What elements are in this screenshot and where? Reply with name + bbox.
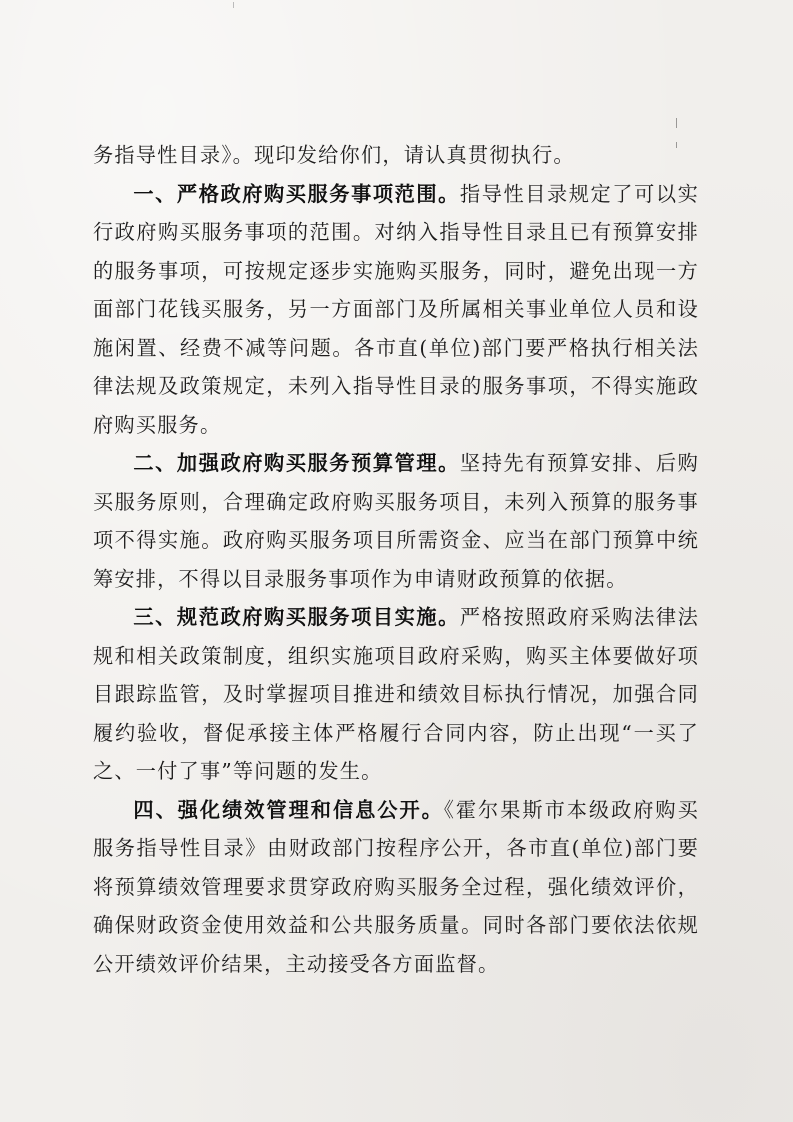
scan-artifact-mark xyxy=(676,118,677,128)
scan-artifact-mark xyxy=(233,2,234,8)
section-4-paragraph xyxy=(93,791,699,984)
section-4-body: 《霍尔果斯市本级政府购买服务指导性目录》由财政部门按程序公开，各市直(单位)部门要将预算绩效管理要求贯穿政府购买服务全过程，强化绩效评价，确保财政资金使用效益和公共服务质量。同时各部门要依法依规公开绩效评价结果，主动接受各方面监督。 xyxy=(93,797,699,976)
document-body xyxy=(93,136,699,983)
section-2-body: 坚持先有预算安排、后购买服务原则，合理确定政府购买服务项目，未列入预算的服务事项不得实施。政府购买服务项目所需资金、应当在部门预算中统筹安排，不得以目录服务事项作为申请财政预算的依据。 xyxy=(93,451,699,591)
section-1-heading: 一、严格政府购买服务事项范围。 xyxy=(133,181,460,206)
section-2-paragraph xyxy=(93,444,699,598)
section-1-paragraph xyxy=(93,175,699,445)
section-2-heading: 二、加强政府购买服务预算管理。 xyxy=(133,451,460,475)
section-3-heading: 三、规范政府购买服务项目实施。 xyxy=(133,605,460,629)
section-3-body: 严格按照政府采购法律法规和相关政策制度，组织实施项目政府采购，购买主体要做好项目跟踪监管，及时掌握项目推进和绩效目标执行情况，加强合同履约验收，督促承接主体严格履行合同内容，防止出现“一买了之、一付了事”等问题的发生。 xyxy=(93,605,699,783)
section-4-heading: 四、强化绩效管理和信息公开。 xyxy=(133,797,444,822)
section-1-body: 指导性目录规定了可以实行政府购买服务事项的范围。对纳入指导性目录且已有预算安排的服务事项，可按规定逐步实施购买服务，同时，避免出现一方面部门花钱买服务，另一方面部门及所属相关事业单位人员和设施闲置、经费不减等问题。各市直(单位)部门要严格执行相关法律法规及政策规定，未列入指导性目录的服务事项，不得实施政府购买服务。 xyxy=(93,181,699,437)
intro-paragraph-tail: 务指导性目录》。现印发给你们，请认真贯彻执行。 xyxy=(93,143,575,167)
section-3-paragraph xyxy=(93,598,699,791)
